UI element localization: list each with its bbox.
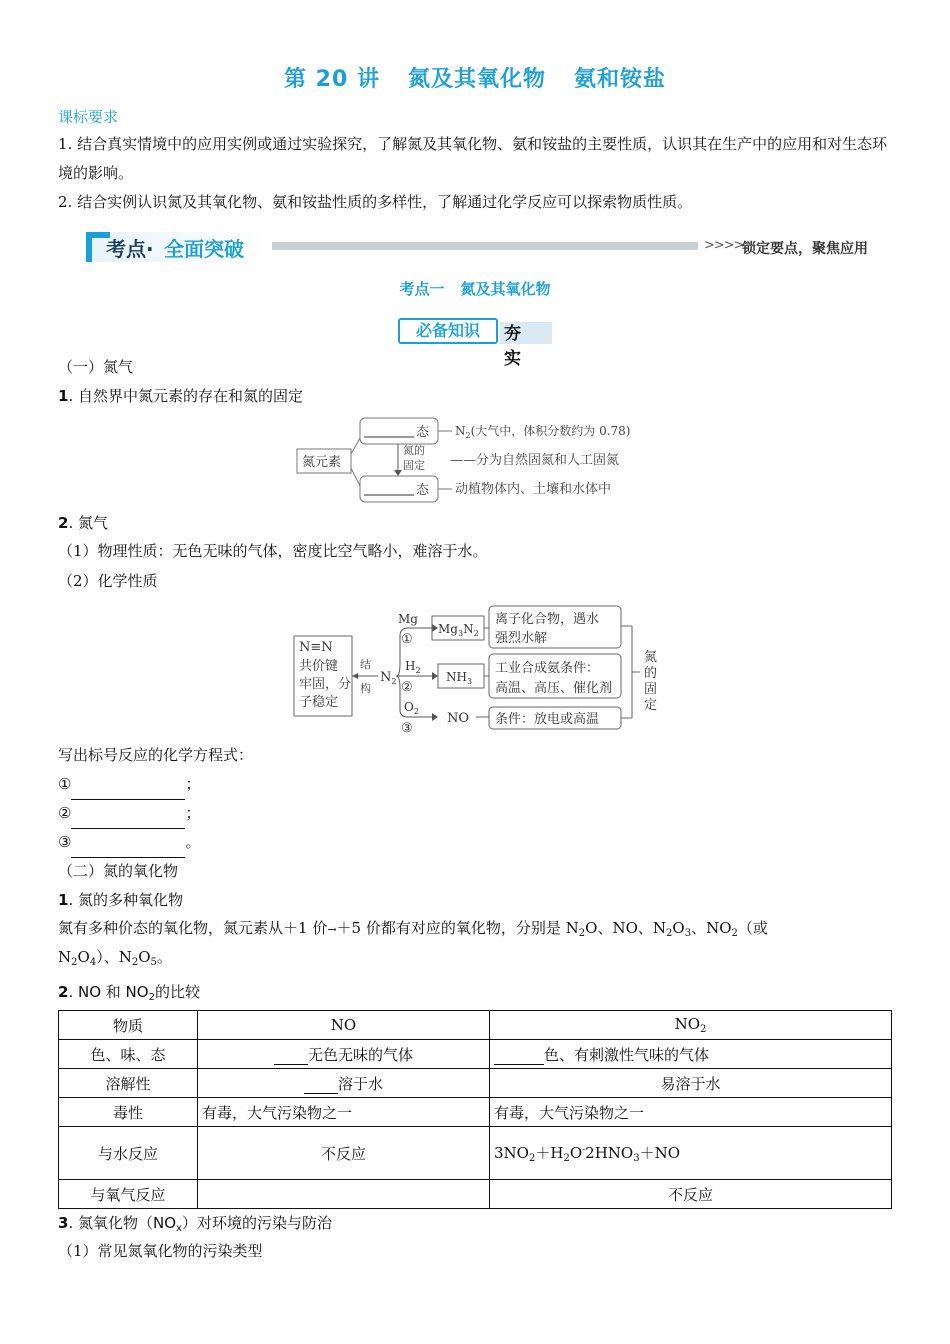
cell-no[interactable] — [198, 1180, 490, 1209]
subsection-number: 2 — [58, 983, 69, 1001]
equation-prompt: 写出标号反应的化学方程式： — [58, 746, 254, 764]
table-row — [59, 1069, 892, 1098]
equation-separator: ； — [185, 804, 201, 822]
bond-label: N≡N — [299, 640, 333, 655]
desc-2b: 高温、高压、催化剂 — [495, 681, 613, 696]
cell-no2: 色、有刺激性气味的气体 — [490, 1040, 892, 1069]
equation-number: ③ — [58, 833, 72, 851]
compound-note: 动植物体内、土壤和水体中 — [455, 482, 612, 497]
no-no2-comparison-table — [58, 1010, 892, 1209]
requirements-heading: 课标要求 — [58, 108, 119, 126]
requirement-item-1: 1. 结合真实情境中的应用实例或通过实验探究，了解氮及其氧化物、氨和铵盐的主要性质，认识其在生产中的应用和对生态环境的影响。 — [58, 135, 888, 182]
structure-arrowhead — [352, 673, 358, 679]
oxides-description-line-1: 氮有多种价态的氧化物，氮元素从＋1 价→＋5 价都有对应的氧化物，分别是 $N_2O$、NO、$N_2O_3$、$NO_2$（或 — [58, 919, 768, 939]
chemical-property-heading: （2）化学性质 — [58, 572, 158, 590]
lecture-topic-1: 氮及其氧化物 — [407, 67, 546, 92]
product-no: NO — [447, 711, 470, 726]
equation-separator: ； — [185, 775, 201, 793]
fixation-label-2: 固定 — [403, 459, 425, 472]
equation-number: ① — [58, 775, 72, 793]
desc-1a: 离子化合物，遇水 — [495, 612, 600, 627]
desc-1b: 强烈水解 — [495, 631, 548, 646]
reactant-o2: $O_2$ — [404, 700, 419, 716]
branch-h2-arrowhead — [432, 672, 438, 680]
banner-slogan: 锁定要点，聚焦应用 — [742, 241, 868, 257]
physical-property: （1）物理性质：无色无味的气体，密度比空气略小，难溶于水。 — [58, 542, 488, 560]
banner-arrows-icon: >>>> — [704, 238, 744, 253]
cell-no: 有毒，大气污染物之一 — [198, 1098, 490, 1127]
section-banner — [86, 228, 876, 266]
subsection-2-1 — [58, 889, 183, 910]
cell-no2: $3NO_2+H_2O^-2HNO_3+NO$ — [490, 1127, 892, 1180]
badge-suffix: 夯实 — [504, 324, 521, 369]
cell-no: 溶于水 — [198, 1069, 490, 1098]
reactant-h2: $H_2$ — [405, 659, 421, 675]
reaction-num-1: ① — [401, 632, 413, 647]
reactant-mg: Mg — [398, 612, 418, 626]
table-row — [59, 1127, 892, 1180]
subsection-number: 1 — [58, 891, 69, 909]
side-char-3: 固 — [644, 682, 658, 697]
answer-blank[interactable] — [494, 1046, 544, 1065]
cell-no2: 易溶于水 — [490, 1069, 892, 1098]
subsection-number: 1 — [58, 387, 69, 405]
connector-bottom — [351, 468, 360, 486]
product-mg3n2: $Mg_3N_2$ — [438, 622, 479, 638]
n2-center: $N_2$ — [380, 670, 397, 686]
row-label: 溶解性 — [59, 1069, 198, 1098]
n2-chemistry-diagram — [290, 604, 670, 738]
equation-blank-2[interactable] — [71, 799, 185, 829]
branch-o2-arrowhead — [432, 713, 438, 721]
reaction-num-3: ③ — [401, 721, 413, 736]
oxides-description-line-2: $N_2O_4$）、$N_2O_5$。 — [58, 948, 172, 968]
table-row — [59, 1098, 892, 1127]
stable-label-2: 牢固，分 — [299, 677, 352, 692]
connector-top — [351, 438, 360, 454]
fixation-label-1: 氮的 — [403, 444, 425, 457]
equation-number: ② — [58, 804, 72, 822]
subsection-2-3: 3. 氮氧化物$(NO_x)$对环境的污染与防治 — [58, 1214, 332, 1234]
product-nh3: $NH_3$ — [446, 670, 473, 686]
header-property: 物质 — [59, 1011, 198, 1040]
equation-line-2 — [58, 799, 898, 829]
subsection-title: . 氮气 — [68, 514, 108, 532]
structure-label-2: 构 — [360, 682, 371, 695]
subsection-2-2: 2. NO 和 $NO_2$的比较 — [58, 983, 200, 1003]
banner-label-b: 全面突破 — [164, 237, 244, 261]
stable-label-3: 子稳定 — [299, 695, 339, 710]
cell-no: 无色无味的气体 — [198, 1040, 490, 1069]
subsection-title: . 自然界中氮元素的存在和氮的固定 — [68, 387, 303, 405]
combined-state-suffix: 态 — [416, 483, 430, 498]
stable-label-1: 共价键 — [299, 659, 339, 674]
row-label: 与水反应 — [59, 1127, 198, 1180]
subsection-title: . 氮的多种氧化物 — [68, 891, 183, 909]
subsection-1-2 — [58, 512, 108, 533]
row-label: 与氧气反应 — [59, 1180, 198, 1209]
subsection-1-1 — [58, 385, 303, 406]
side-char-1: 氮 — [644, 650, 658, 665]
fixation-note: ——分为自然固氮和人工固氮 — [450, 453, 620, 468]
side-char-4: 定 — [644, 698, 658, 713]
structure-label-1: 结 — [360, 658, 371, 671]
topic-name: 氮及其氧化物 — [460, 280, 551, 298]
free-state-suffix: 态 — [416, 425, 430, 440]
n2-note: $N_2$(大气中，体积分数约为 0.78) — [455, 424, 631, 440]
equation-blank-1[interactable] — [71, 770, 185, 800]
cell-no2: 不反应 — [490, 1180, 892, 1209]
row-label: 毒性 — [59, 1098, 198, 1127]
nitrogen-existence-diagram — [290, 412, 670, 504]
fixation-bracket — [621, 626, 632, 718]
subsection-number: 2 — [58, 514, 69, 532]
banner-label-a: 考点· — [106, 237, 154, 261]
fixation-arrowhead — [394, 470, 402, 476]
section-2-heading: （二）氮的氧化物 — [58, 862, 179, 880]
lecture-number: 第 20 讲 — [284, 67, 380, 92]
equation-line-1 — [58, 770, 898, 800]
badge-label: 必备知识 — [398, 318, 498, 344]
subsection-number: 3 — [58, 1214, 69, 1232]
desc-2a: 工业合成氨条件： — [495, 661, 600, 676]
equation-line-3 — [58, 828, 898, 858]
answer-blank[interactable] — [274, 1046, 308, 1065]
lecture-topic-2: 氨和铵盐 — [573, 67, 666, 92]
table-row — [59, 1040, 892, 1069]
desc-3: 条件：放电或高温 — [495, 712, 600, 727]
equation-blank-3[interactable] — [71, 828, 185, 858]
cell-no: 不反应 — [198, 1127, 490, 1180]
element-label: 氮元素 — [302, 455, 342, 470]
topic-heading — [0, 278, 950, 299]
header-no: NO — [198, 1011, 490, 1040]
banner-divider — [272, 242, 698, 250]
topic-label: 考点一 — [399, 280, 445, 298]
table-header-row — [59, 1011, 892, 1040]
cell-no2: 有毒，大气污染物之一 — [490, 1098, 892, 1127]
table-row — [59, 1180, 892, 1209]
page-title — [0, 62, 950, 93]
row-label: 色、味、态 — [59, 1040, 198, 1069]
header-no2: $NO_2$ — [490, 1011, 892, 1040]
equation-separator: 。 — [185, 833, 201, 851]
pollution-types-heading: （1）常见氮氧化物的污染类型 — [58, 1242, 263, 1260]
reaction-num-2: ② — [401, 680, 413, 695]
section-1-heading: （一）氮气 — [58, 358, 134, 376]
answer-blank[interactable] — [304, 1075, 338, 1094]
side-char-2: 的 — [644, 666, 658, 681]
requirement-item-2: 2. 结合实例认识氮及其氧化物、氨和铵盐性质的多样性，了解通过化学反应可以探索物质性质。 — [58, 193, 693, 211]
arrow-icon: → — [327, 923, 337, 936]
